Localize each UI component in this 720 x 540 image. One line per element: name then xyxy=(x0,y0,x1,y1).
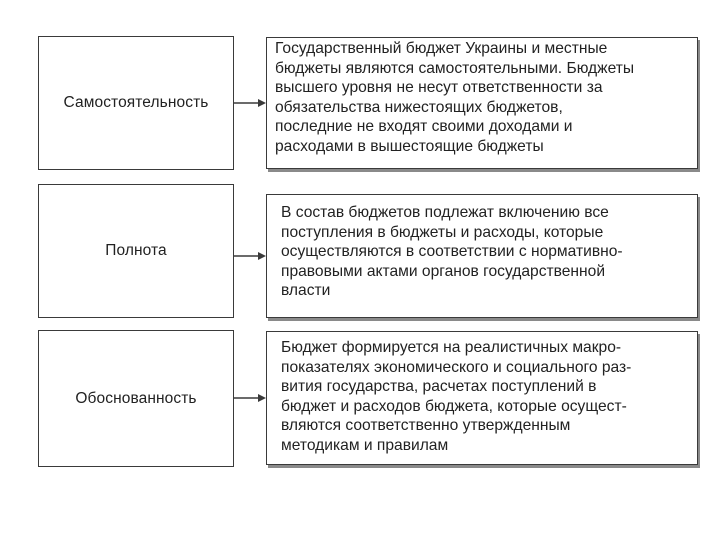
description-line: Государственный бюджет Украины и местные xyxy=(275,40,608,57)
description-line: поступления в бюджеты и расходы, которые xyxy=(281,223,604,241)
description-line: власти xyxy=(281,282,331,300)
description-line: обязательства нижестоящих бюджетов, xyxy=(275,98,563,116)
description-line: последние не входят своими доходами и xyxy=(275,118,573,136)
principle-label: Обоснованность xyxy=(75,389,197,407)
description-line: бюджеты являются самостоятельными. Бюджеты xyxy=(275,59,635,77)
description-line: Бюджет формируется на реалистичных макро- xyxy=(281,339,622,356)
principle-box-independence xyxy=(38,36,234,170)
description-line: В состав бюджетов подлежат включению все xyxy=(281,204,609,221)
description-line: бюджет и расходов бюджета, которые осущест- xyxy=(281,397,627,415)
description-line: показателях экономического и социального раз- xyxy=(281,358,632,376)
principle-box-completeness xyxy=(38,184,234,318)
principle-box-validity xyxy=(38,330,234,467)
principle-label: Самостоятельность xyxy=(63,94,209,111)
description-line: вляются соответственно утвержденным xyxy=(281,417,571,435)
description-line: правовыми актами органов государственной xyxy=(281,262,606,280)
arrow-completeness xyxy=(234,252,266,260)
description-box-validity xyxy=(266,331,698,465)
description-line: методикам и правилам xyxy=(281,436,449,454)
description-box-independence xyxy=(266,37,698,169)
description-line: вития государства, расчетах поступлений в xyxy=(281,378,597,396)
description-line: осуществляются в соответствии с нормативно- xyxy=(281,243,623,261)
principle-label: Полнота xyxy=(105,242,167,259)
description-line: высшего уровня не несут ответственности за xyxy=(275,79,603,97)
description-line: расходами в вышестоящие бюджеты xyxy=(275,137,544,155)
arrow-validity xyxy=(234,394,266,402)
arrow-independence xyxy=(234,99,266,107)
description-box-completeness xyxy=(266,194,698,318)
